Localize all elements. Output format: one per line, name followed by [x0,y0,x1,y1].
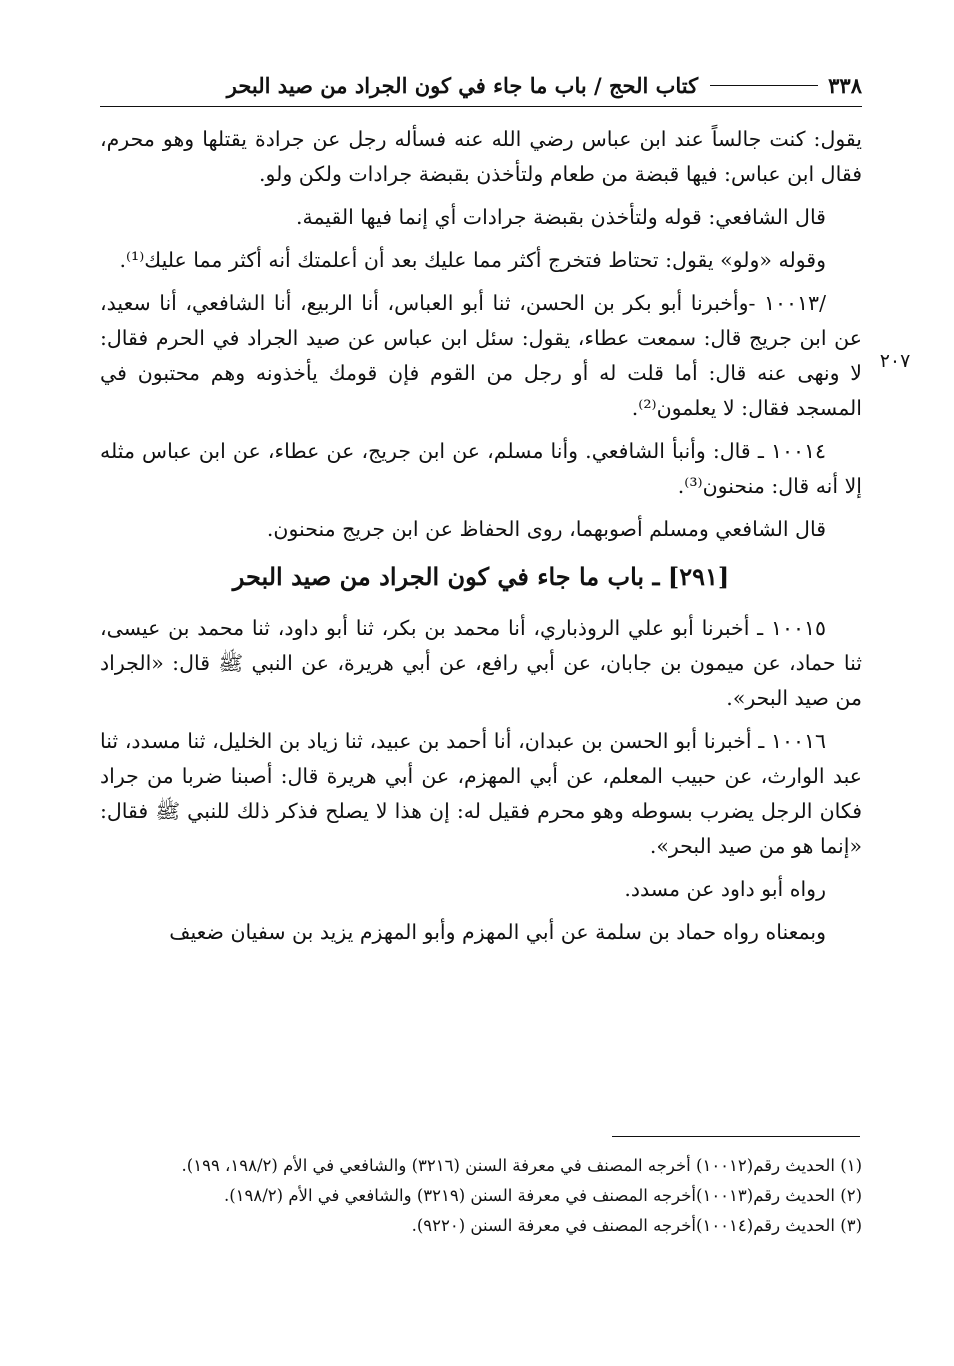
paragraph: وقوله «ولو» يقول: تحتاط فتخرج أكثر مما عليك بعد أن أعلمتك أنه أكثر مما عليك⁽¹⁾. [119,248,826,272]
running-header [100,68,862,102]
footnote-1: (١) الحديث رقم(١٠٠١٢) أخرجه المصنف في معرفة السنن (٣٢١٦) والشافعي في الأم (١٩٨/٢، ١٩٩). [181,1156,862,1175]
main-text [100,122,862,958]
page-number: ٣٣٨ [828,72,862,98]
paragraph: قال الشافعي ومسلم أصوبهما، روى الحفاظ عن ابن جريج منحنون. [266,517,826,541]
hadith-10014: ١٠٠١٤ ـ قال: وأنبأ الشافعي. وأنا مسلم، عن ابن جريج، عن عطاء، عن ابن عباس مثله إلا أنه قال: منحنون⁽³⁾. [100,439,862,498]
header-dash-rule [710,85,818,86]
footnote-2: (٢) الحديث رقم(١٠٠١٣)أخرجه المصنف في معرفة السنن (٣٢١٩) والشافعي في الأم (١٩٨/٢). [223,1186,862,1205]
footnotes [100,1152,862,1242]
chapter-heading: [٢٩١] ـ باب ما جاء في كون الجراد من صيد البحر [232,562,730,591]
marginal-page-reference: ٢٠٧ [879,350,911,372]
paragraph: وبمعناه رواه حماد بن سلمة عن أبي المهزم وأبو المهزم يزيد بن سفيان ضعيف [169,920,826,944]
hadith-10013: /١٠٠١٣ -وأخبرنا أبو بكر بن الحسن، ثنا أبو العباس، أنا الربيع، أنا الشافعي، أنا سعيد، عن ابن جريج قال: سمعت عطاء، يقول: سئل ابن عباس عن صيد الجراد في الحرم فقال: لا ونهى عنه قال: أما قلت له أو رجل من القوم فإن قومك يأخذونه وهم محتبون في المسجد فقال: لا يعلمون⁽²⁾. [100,291,862,420]
header-underline [100,106,862,107]
running-title: كتاب الحج / باب ما جاء في كون الجراد من صيد البحر [226,72,699,98]
paragraph: يقول: كنت جالساً عند ابن عباس رضي الله عنه فسأله رجل عن جرادة يقتلها وهو محرم، فقال ابن عباس: فيها قبضة من طعام ولتأخذن بقبضة جرادات ولكن ولو. [100,127,862,186]
paragraph: قال الشافعي: قوله ولتأخذن بقبضة جرادات أي إنما فيها القيمة. [295,205,826,229]
hadith-10016: ١٠٠١٦ ـ أخبرنا أبو الحسن بن عبدان، أنا أحمد بن عبيد، ثنا زياد بن الخليل، ثنا مسدد، ثنا عبد الوارث، عن حبيب المعلم، عن أبي المهزم، عن أبي هريرة قال: أصبنا ضربا من جراد فكان الرجل يضرب بسوطه وهو محرم فقيل له: إن هذا لا يصلح فذكر ذلك للنبي ﷺ فقال: «إنما هو من صيد البحر». [100,729,862,858]
footnote-separator [612,1136,860,1137]
hadith-10015: ١٠٠١٥ ـ أخبرنا أبو علي الروذباري، أنا محمد بن بكر، ثنا أبو داود، ثنا محمد بن عيسى، ثنا حماد، عن ميمون بن جابان، عن أبي رافع، عن أبي هريرة، عن النبي ﷺ قال: «الجراد من صيد البحر». [100,616,862,710]
footnote-3: (٣) الحديث رقم(١٠٠١٤)أخرجه المصنف في معرفة السنن (٩٢٢٠). [411,1216,862,1235]
paragraph: رواه أبو داود عن مسدد. [624,877,826,901]
